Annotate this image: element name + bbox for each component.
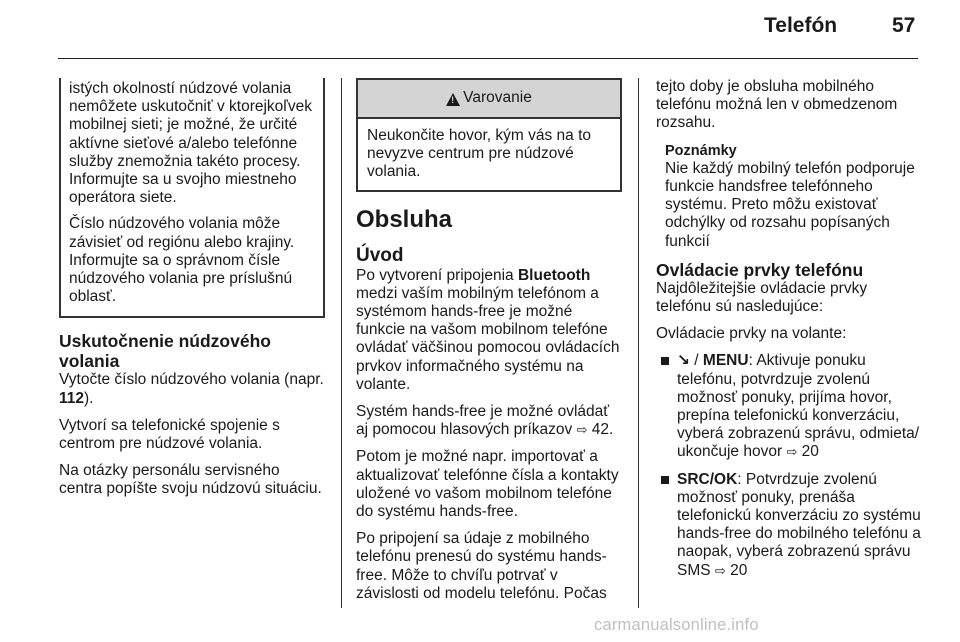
controls-paragraph-1: Najdôležitejšie ovládacie prvky telefónu sú nasledujúce: bbox=[656, 279, 868, 316]
list-item-src-ok: SRC/OK: Potvrdzuje zvolenú možnosť ponuky, prenáša telefonickú konverzáciu zo systému hands-free do mobilného telefónu a naopak, vyberá zobrazenú správu SMS ⇨ 20 bbox=[656, 471, 926, 580]
operation-paragraph-2: Systém hands-free je možné ovládať aj pomocou hlasových príkazov ⇨ 42. bbox=[356, 403, 614, 439]
ref-arrow-icon: ⇨ bbox=[786, 444, 798, 460]
operation-paragraph-3: Potom je možné napr. importovať a aktualizovať telefónne čísla a kontakty uložené vo vašom mobilnom telefóne do systému hands-free. bbox=[356, 448, 619, 521]
emergency-paragraph-2: Vytvorí sa telefonické spojenie s centrom pre núdzové volania. bbox=[59, 416, 280, 453]
bullet-square bbox=[661, 357, 669, 365]
phone-icon: ↘ bbox=[677, 352, 690, 370]
column-1 bbox=[59, 78, 325, 508]
section-heading-emergency-call: Uskutočnenie núdzového volania bbox=[59, 331, 271, 372]
ref-arrow-icon: ⇨ bbox=[576, 422, 588, 438]
warning-triangle-icon bbox=[446, 93, 460, 106]
page-reference[interactable]: 20 bbox=[730, 561, 748, 579]
column-divider-2 bbox=[638, 78, 639, 608]
ref-arrow-icon: ⇨ bbox=[714, 562, 726, 578]
note-block bbox=[656, 142, 926, 251]
continued-paragraph: tejto doby je obsluha mobilného telefónu možná len v obmedzenom rozsahu. bbox=[656, 78, 898, 132]
warning-body: Neukončite hovor, kým vás na to nevyzve centrum pre núdzové volania. bbox=[367, 127, 592, 181]
note-title: Poznámky bbox=[665, 142, 737, 159]
note-text: Nie každý mobilný telefón podporuje funkcie handsfree telefónneho systému. Preto môžu existovať odchýlky od rozsahu popísaných funkcií bbox=[665, 159, 915, 250]
page-reference[interactable]: 42 bbox=[591, 421, 610, 439]
watermark: carmanualsonline.info bbox=[594, 616, 759, 634]
info-box bbox=[59, 78, 325, 318]
warning-title: Varovanie bbox=[463, 89, 532, 107]
operation-paragraph-4: Po pripojení sa údaje z mobilného telefónu prenesú do systému hands-free. Môže to chvíľu potrvať v závislosti od modelu telefónu. Počas bbox=[356, 530, 607, 602]
emergency-paragraph-3: Na otázky personálu servisného centra popíšte svoju núdzovú situáciu. bbox=[59, 462, 322, 498]
column-2 bbox=[356, 78, 622, 612]
info-box-paragraph-1: istých okolností núdzové volania nemôžete uskutočniť v ktorejkoľvek mobilnej sieti; je možné, že určité aktívne sieťové a/alebo telefónne služby znemožnia takéto procesy. Informujte sa u svojho miestneho operátora siete. bbox=[69, 80, 312, 207]
operation-paragraph-1: Po vytvorení pripojenia Bluetooth medzi vaším mobilným telefónom a systémom hands-free je možné funkcie na vašom mobilnom telefóne ovládať väčšinou pomocou ovládacích prvkov informačného systému na volante. bbox=[356, 266, 620, 393]
emergency-paragraph-1: Vytočte číslo núdzového volania (napr. 112). bbox=[59, 371, 324, 407]
list-item-menu: ↘ / MENU: Aktivuje ponuku telefónu, potvrdzuje zvolenú možnosť ponuky, prijíma hovor, prepína telefonickú konverzáciu, vyberá zobrazenú správu, odmieta/ ukončuje hovor ⇨ 20 bbox=[656, 352, 926, 461]
subheading-introduction: Úvod bbox=[356, 244, 404, 266]
column-3 bbox=[656, 78, 926, 589]
page-header-title: Telefón bbox=[764, 14, 838, 37]
page-reference[interactable]: 20 bbox=[801, 443, 819, 461]
column-divider-1 bbox=[341, 78, 342, 608]
section-heading-phone-controls: Ovládacie prvky telefónu bbox=[656, 259, 864, 280]
info-box-paragraph-2: Číslo núdzového volania môže závisieť od regiónu alebo krajiny. Informujte sa o správnom čísle núdzového volania pre príslušnú oblasť. bbox=[69, 215, 295, 306]
warning-header bbox=[358, 80, 620, 119]
section-heading-operation: Obsluha bbox=[356, 205, 453, 233]
bullet-square bbox=[661, 476, 669, 484]
page-number: 57 bbox=[892, 14, 916, 37]
warning-box bbox=[356, 78, 622, 192]
controls-paragraph-2: Ovládacie prvky na volante: bbox=[656, 325, 847, 343]
header-rule bbox=[58, 58, 918, 59]
